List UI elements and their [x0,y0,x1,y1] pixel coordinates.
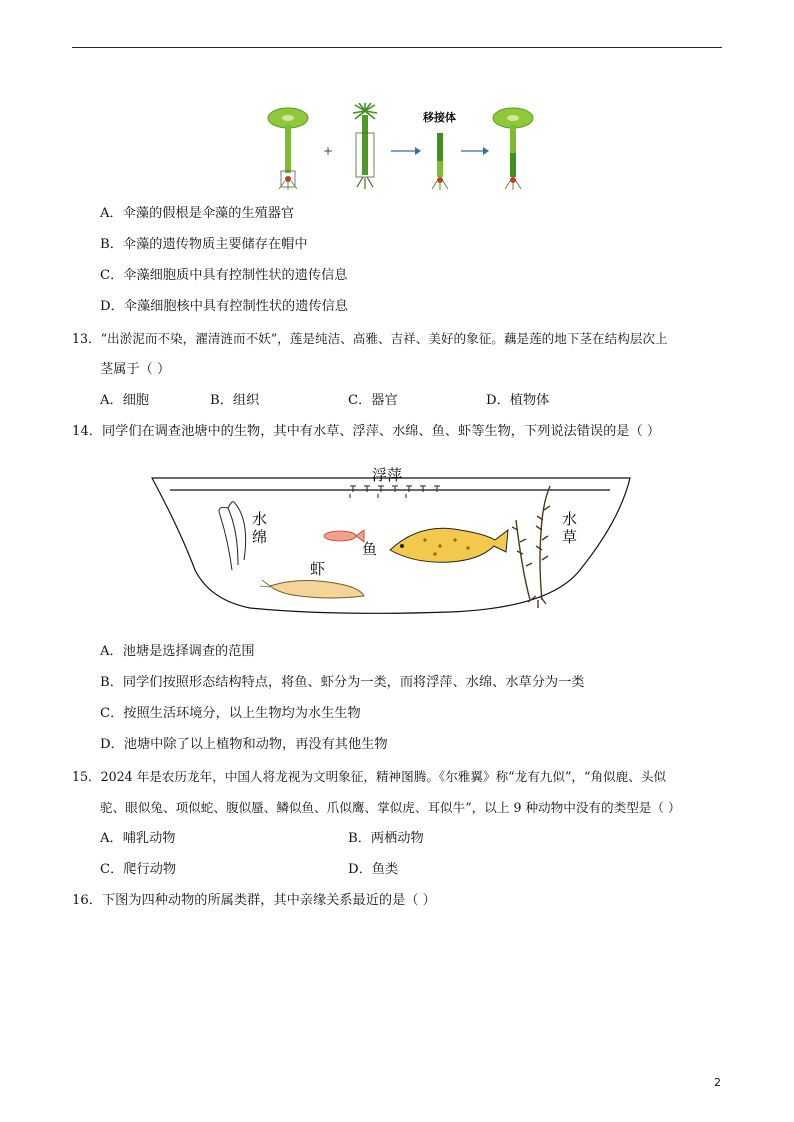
arrow-2 [461,147,489,155]
q15-stem-line1: 15．2024 年是农历龙年，中国人将龙视为文明象征，精神图腾。《尔雅翼》称“龙有九似”，“角似鹿、头似 [72,769,667,784]
waterweed-icon [512,486,550,608]
q14-option-c: C．按照生活环境分，以上生物均为水生生物 [100,706,361,721]
pond-outline [152,478,630,613]
arrow-1 [391,147,421,155]
page-number: 2 [714,1076,721,1089]
q13-option-a: A．细胞 [100,393,150,408]
pond-figure [150,460,640,620]
graft-label: 移接体 [423,111,456,124]
spirogyra-icon [219,502,246,570]
q15-stem-line2: 驼、眼似兔、项似蛇、腹似蜃、鳞似鱼、爪似鹰、掌似虎、耳似牛”，以上 9 种动物中没有的类型是（ ） [100,800,681,815]
plus-sign: + [323,144,334,158]
label-fuping: 浮萍 [372,466,403,484]
q14-stem: 14．同学们在调查池塘中的生物，其中有水草、浮萍、水绵、鱼、虾等生物，下列说法错误的是（ ） [72,424,661,439]
q14-option-b: B．同学们按照形态结构特点，将鱼、虾分为一类，而将浮萍、水绵、水草分为一类 [100,675,585,690]
q14-option-a: A．池塘是选择调查的范围 [100,644,255,659]
header-rule [72,47,722,48]
q12-option-a: A．伞藻的假根是伞藻的生殖器官 [100,206,295,221]
label-cao: 草 [562,528,578,546]
acetabularia-graft-figure [255,103,545,193]
plant-branched-cap [353,103,377,189]
q15-option-a: A．哺乳动物 [100,831,176,846]
q12-option-b: B．伞藻的遗传物质主要储存在帽中 [100,237,308,252]
label-mian: 绵 [252,528,268,546]
duckweed-icon [350,486,440,498]
label-shui-2: 水 [562,510,578,528]
q13-option-b: B．组织 [210,393,260,408]
q13-stem-line1: 13．“出淤泥而不染，濯清涟而不妖”，莲是纯洁、高雅、吉祥、美好的象征。藕是莲的地下茎在结构层次上 [72,331,668,346]
plant-umbrella-cap-2 [493,108,533,190]
graft-body [432,133,448,190]
shrimp-icon [260,580,364,598]
q15-option-d: D．鱼类 [348,862,399,877]
q13-option-c: C．器官 [348,393,398,408]
plant-umbrella-cap-1 [268,108,308,190]
q12-option-c: C．伞藻细胞质中具有控制性状的遗传信息 [100,268,348,283]
q13-stem-line2: 茎属于（ ） [100,362,171,377]
q12-option-d: D．伞藻细胞核中具有控制性状的遗传信息 [100,299,348,314]
label-xia: 虾 [310,560,326,578]
big-fish-icon [390,528,508,562]
q15-option-b: B．两栖动物 [348,831,424,846]
q13-option-d: D．植物体 [486,393,550,408]
q15-option-c: C．爬行动物 [100,862,177,877]
q16-stem: 16．下图为四种动物的所属类群，其中亲缘关系最近的是（ ） [72,893,436,908]
label-yu: 鱼 [362,540,378,558]
small-fish-icon [324,530,364,542]
label-shui-1: 水 [252,510,268,528]
q14-option-d: D．池塘中除了以上植物和动物，再没有其他生物 [100,737,388,752]
